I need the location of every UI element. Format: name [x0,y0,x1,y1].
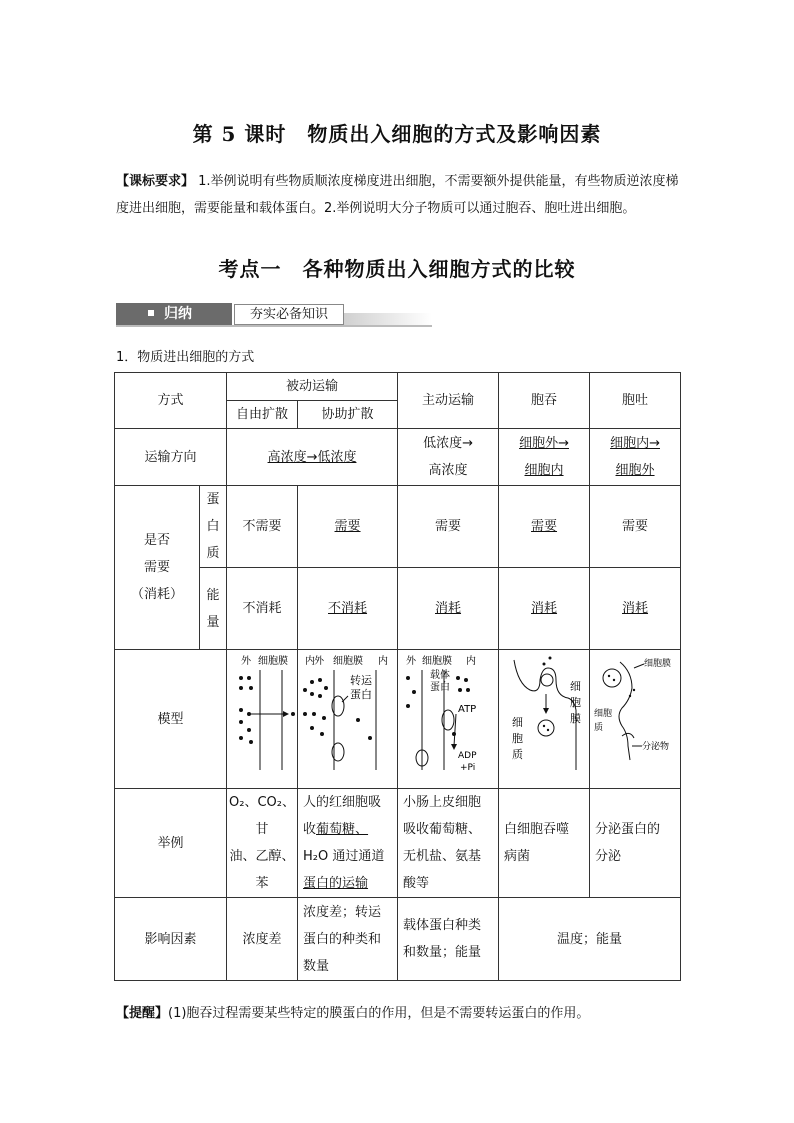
svg-text:分泌物: 分泌物 [642,742,670,752]
active-transport-diagram [400,650,496,778]
reminder-tag: 【提醒】 [116,1006,169,1021]
topic-title: 考点一 各种物质出入细胞方式的比较 [218,257,576,281]
svg-text:内: 内 [466,656,477,667]
model-endocytosis [499,650,590,789]
section-banner [116,303,432,327]
header-exocytosis: 胞吐 [590,373,681,429]
examples-endo: 白细胞吞噬 病菌 [499,789,590,898]
svg-text:外: 外 [406,656,417,667]
examples-facilitated: 人的红细胞吸 收葡萄糖、 H₂O 通过通道 蛋白的运输 [298,789,398,898]
direction-active-line2: 高浓度 [428,463,468,478]
protein-label: 蛋 白 质 [200,486,227,568]
svg-text:蛋白: 蛋白 [430,682,451,693]
direction-endo-line1: 细胞外→ [519,436,569,451]
energy-simple: 不消耗 [227,568,298,650]
svg-text:细胞: 细胞 [594,709,613,719]
direction-row [115,429,681,486]
curriculum-requirements [116,168,682,222]
direction-passive: 高浓度→低浓度 [267,449,357,465]
svg-text:胞: 胞 [570,696,582,709]
section-heading: 1．物质进出细胞的方式 [116,350,255,365]
model-simple-diffusion [227,650,316,789]
svg-text:蛋白: 蛋白 [349,688,372,701]
pi-label: +Pi [460,763,476,773]
factors-label: 影响因素 [115,898,227,981]
svg-text:载体: 载体 [430,670,451,681]
outside-label: 外 [241,656,252,667]
factors-facilitated: 浓度差；转运 蛋白的种类和 数量 [298,898,398,981]
svg-text:质: 质 [594,723,604,733]
energy-exo: 消耗 [622,601,649,616]
factors-row [115,898,681,981]
svg-text:质: 质 [512,748,524,761]
molecule-dots [239,676,307,744]
svg-text:膜: 膜 [570,712,582,725]
protein-facilitated: 需要 [334,519,361,534]
adp-label: ADP [458,751,477,761]
inside-label: 内 [305,656,316,667]
svg-text:细: 细 [570,680,582,693]
header-active: 主动运输 [398,373,499,429]
curriculum-tag: 【课标要求】 [116,174,195,189]
banner-fade-decoration [344,313,432,325]
banner-underline [116,325,432,327]
reminder-text: (1)胞吞过程需要某些特定的膜蛋白的作用，但是不需要转运蛋白的作用。 [168,1006,590,1021]
model-facilitated-diffusion [298,650,398,789]
protein-simple: 不需要 [227,486,298,568]
direction-active-line1: 低浓度→ [423,436,473,451]
membrane-label: 细胞膜 [258,656,289,667]
energy-active: 消耗 [435,601,462,616]
examples-row [115,789,681,898]
banner-light-tab: 夯实必备知识 [234,304,344,325]
svg-text:细: 细 [512,716,524,729]
curriculum-text: 1.举例说明有些物质顺浓度梯度进出细胞，不需要额外提供能量，有些物质逆浓度梯度进出细胞，需要能量和载体蛋白。2.举例说明大分子物质可以通过胞吞、胞吐进出细胞。 [116,174,679,216]
direction-exo-line2: 细胞外 [615,463,655,478]
examples-label: 举例 [115,789,227,898]
protein-active: 需要 [398,486,499,568]
direction-endo-line2: 细胞内 [524,463,564,478]
header-passive: 被动运输 [227,373,398,401]
energy-endo: 消耗 [531,601,558,616]
need-label: 是否 需要 （消耗） [115,486,200,650]
energy-label: 能 量 [200,568,227,650]
examples-simple: O₂、CO₂、甘 油、乙醇、苯 [227,789,298,898]
model-exocytosis [590,650,681,789]
direction-exo-line1: 细胞内→ [610,436,660,451]
factors-endo-exo: 温度；能量 [499,898,681,981]
model-label: 模型 [115,650,227,789]
transport-comparison-table [114,372,681,981]
exocytosis-diagram [590,650,680,778]
header-simple-diffusion: 自由扩散 [227,401,298,429]
model-row [115,650,681,789]
svg-text:细胞膜: 细胞膜 [332,656,363,667]
header-method: 方式 [115,373,227,429]
protein-endo: 需要 [531,519,558,534]
examples-exo: 分泌蛋白的 分泌 [590,789,681,898]
header-facilitated-diffusion: 协助扩散 [298,401,398,429]
lesson-title: 第 5 课时 物质出入细胞的方式及影响因素 [192,122,602,146]
svg-text:胞: 胞 [512,732,524,745]
examples-active: 小肠上皮细胞 吸收葡萄糖、 无机盐、氨基 酸等 [398,789,499,898]
facilitated-diffusion-diagram [300,650,396,778]
factors-active: 载体蛋白种类 和数量；能量 [398,898,499,981]
header-row [115,373,681,401]
atp-label: ATP [458,704,477,715]
direction-label: 运输方向 [115,429,227,486]
header-endocytosis: 胞吞 [499,373,590,429]
svg-text:外: 外 [313,656,324,667]
model-active-transport [398,650,499,789]
reminder-note [116,1002,589,1021]
banner-dark-tab: 归纳 [116,303,232,325]
svg-text:内: 内 [377,656,388,667]
svg-text:细胞膜: 细胞膜 [644,659,672,669]
svg-text:细胞膜: 细胞膜 [422,656,453,667]
endocytosis-diagram [500,650,588,778]
protein-row [115,486,681,568]
protein-exo: 需要 [590,486,681,568]
factors-simple: 浓度差 [227,898,298,981]
square-bullet-icon [148,310,154,316]
svg-text:转运: 转运 [349,674,372,687]
energy-row [115,568,681,650]
energy-facilitated: 不消耗 [328,601,368,616]
